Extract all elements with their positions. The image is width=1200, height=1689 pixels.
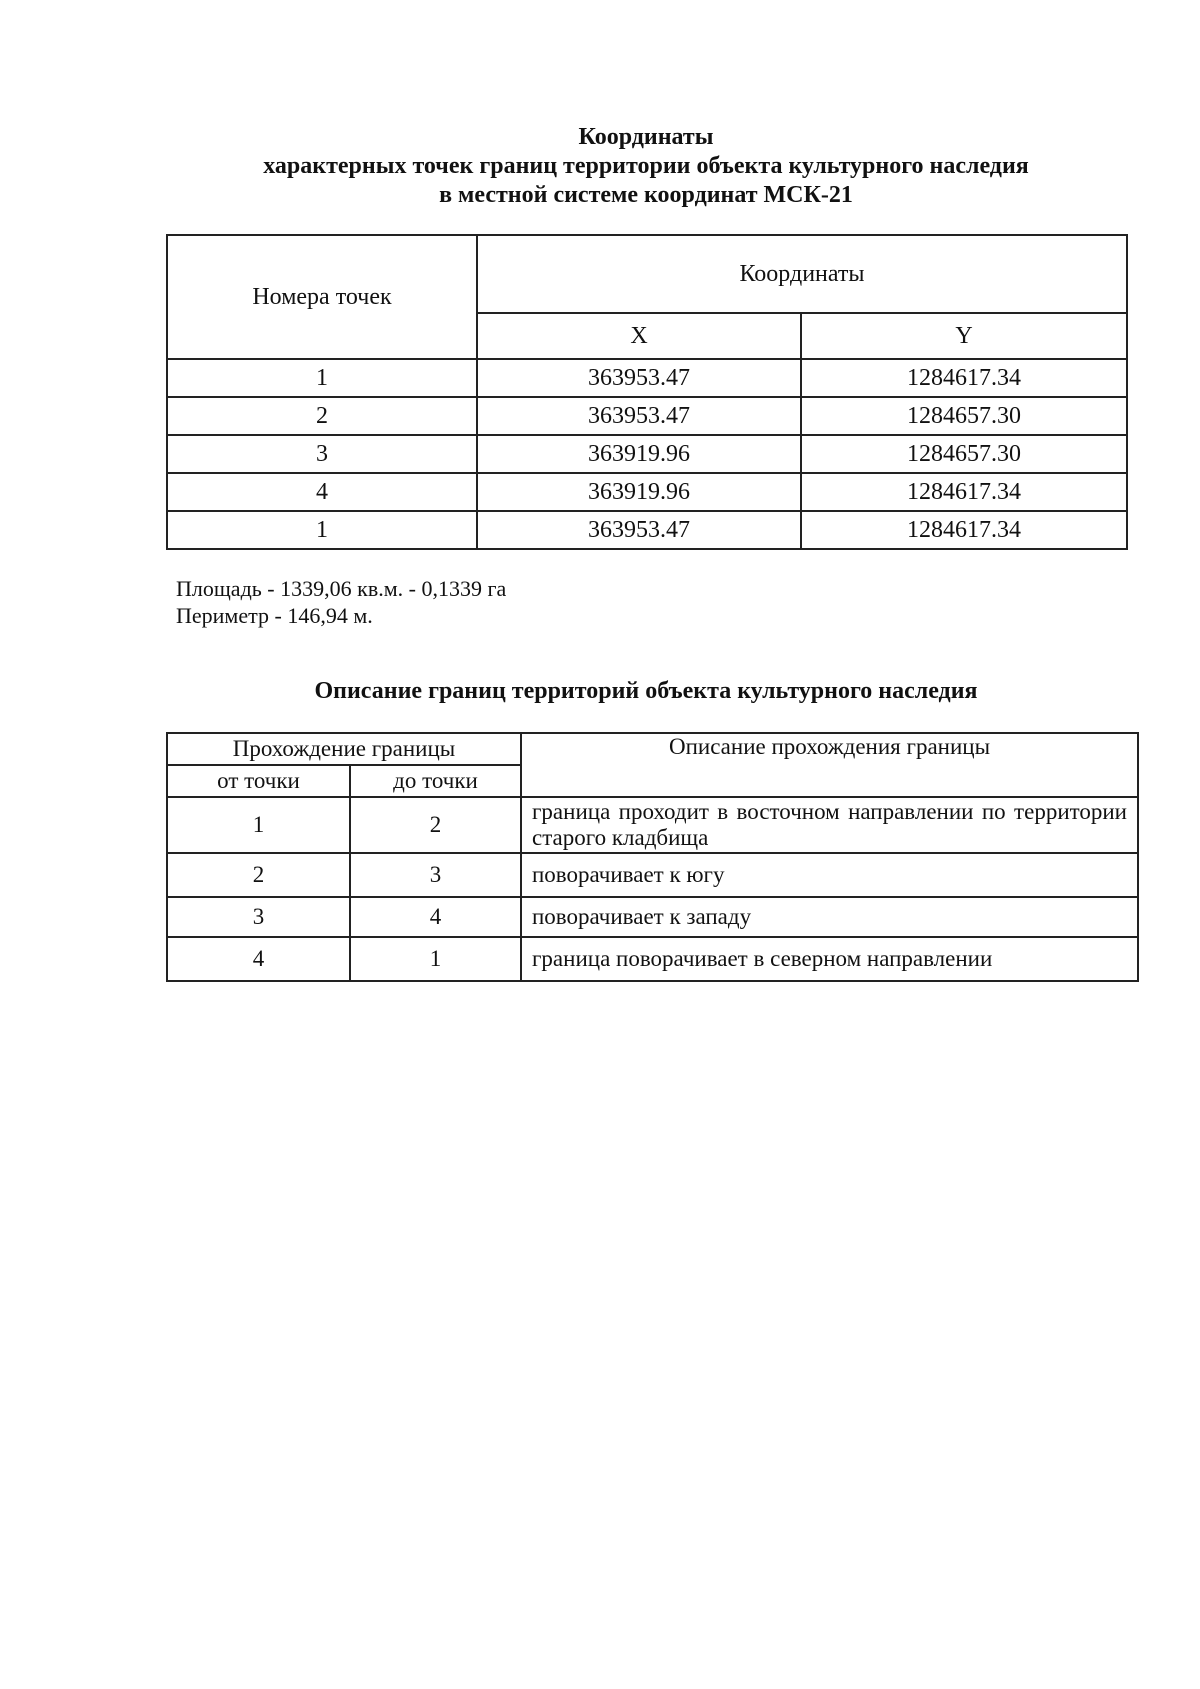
table-row <box>167 511 1127 549</box>
coordinates-table <box>166 234 1128 550</box>
header-coordinates: Координаты <box>477 235 1127 313</box>
area-summary <box>176 575 506 629</box>
header-x: X <box>477 313 801 359</box>
x-value: 363953.47 <box>477 397 801 435</box>
header-y: Y <box>801 313 1127 359</box>
to-point: 2 <box>350 797 521 853</box>
x-value: 363953.47 <box>477 511 801 549</box>
y-value: 1284617.34 <box>801 473 1127 511</box>
table-row <box>167 797 1138 853</box>
title-line-1: Координаты <box>578 124 714 150</box>
table-row <box>167 937 1138 981</box>
point-number: 3 <box>167 435 477 473</box>
y-value: 1284657.30 <box>801 397 1127 435</box>
table-row <box>167 853 1138 897</box>
header-description: Описание прохождения границы <box>521 733 1138 797</box>
from-point: 2 <box>167 853 350 897</box>
boundary-description-table <box>166 732 1139 982</box>
boundary-description: поворачивает к югу <box>521 853 1138 897</box>
point-number: 4 <box>167 473 477 511</box>
title-line-2: характерных точек границ территории объекта культурного наследия <box>263 153 1029 179</box>
x-value: 363919.96 <box>477 435 801 473</box>
to-point: 1 <box>350 937 521 981</box>
title-line-3: в местной системе координат МСК-21 <box>439 182 853 208</box>
y-value: 1284657.30 <box>801 435 1127 473</box>
from-point: 3 <box>167 897 350 937</box>
header-boundary-passage: Прохождение границы <box>167 733 521 765</box>
y-value: 1284617.34 <box>801 359 1127 397</box>
table-row <box>167 359 1127 397</box>
to-point: 3 <box>350 853 521 897</box>
document-title <box>166 123 1126 210</box>
header-to-point: до точки <box>350 765 521 797</box>
header-point-numbers: Номера точек <box>167 235 477 359</box>
header-from-point: от точки <box>167 765 350 797</box>
table-row <box>167 435 1127 473</box>
point-number: 1 <box>167 359 477 397</box>
boundary-description: поворачивает к западу <box>521 897 1138 937</box>
x-value: 363953.47 <box>477 359 801 397</box>
from-point: 4 <box>167 937 350 981</box>
point-number: 1 <box>167 511 477 549</box>
x-value: 363919.96 <box>477 473 801 511</box>
table-row <box>167 473 1127 511</box>
table-row <box>167 397 1127 435</box>
point-number: 2 <box>167 397 477 435</box>
table-row <box>167 897 1138 937</box>
y-value: 1284617.34 <box>801 511 1127 549</box>
area-text: Площадь - 1339,06 кв.м. - 0,1339 га <box>176 576 507 601</box>
boundary-description: граница поворачивает в северном направлении <box>521 937 1138 981</box>
description-title: Описание границ территорий объекта культурного наследия <box>314 678 978 704</box>
to-point: 4 <box>350 897 521 937</box>
from-point: 1 <box>167 797 350 853</box>
perimeter-text: Периметр - 146,94 м. <box>176 603 373 628</box>
boundary-description: граница проходит в восточном направлении по территории старого кладбища <box>521 797 1138 853</box>
